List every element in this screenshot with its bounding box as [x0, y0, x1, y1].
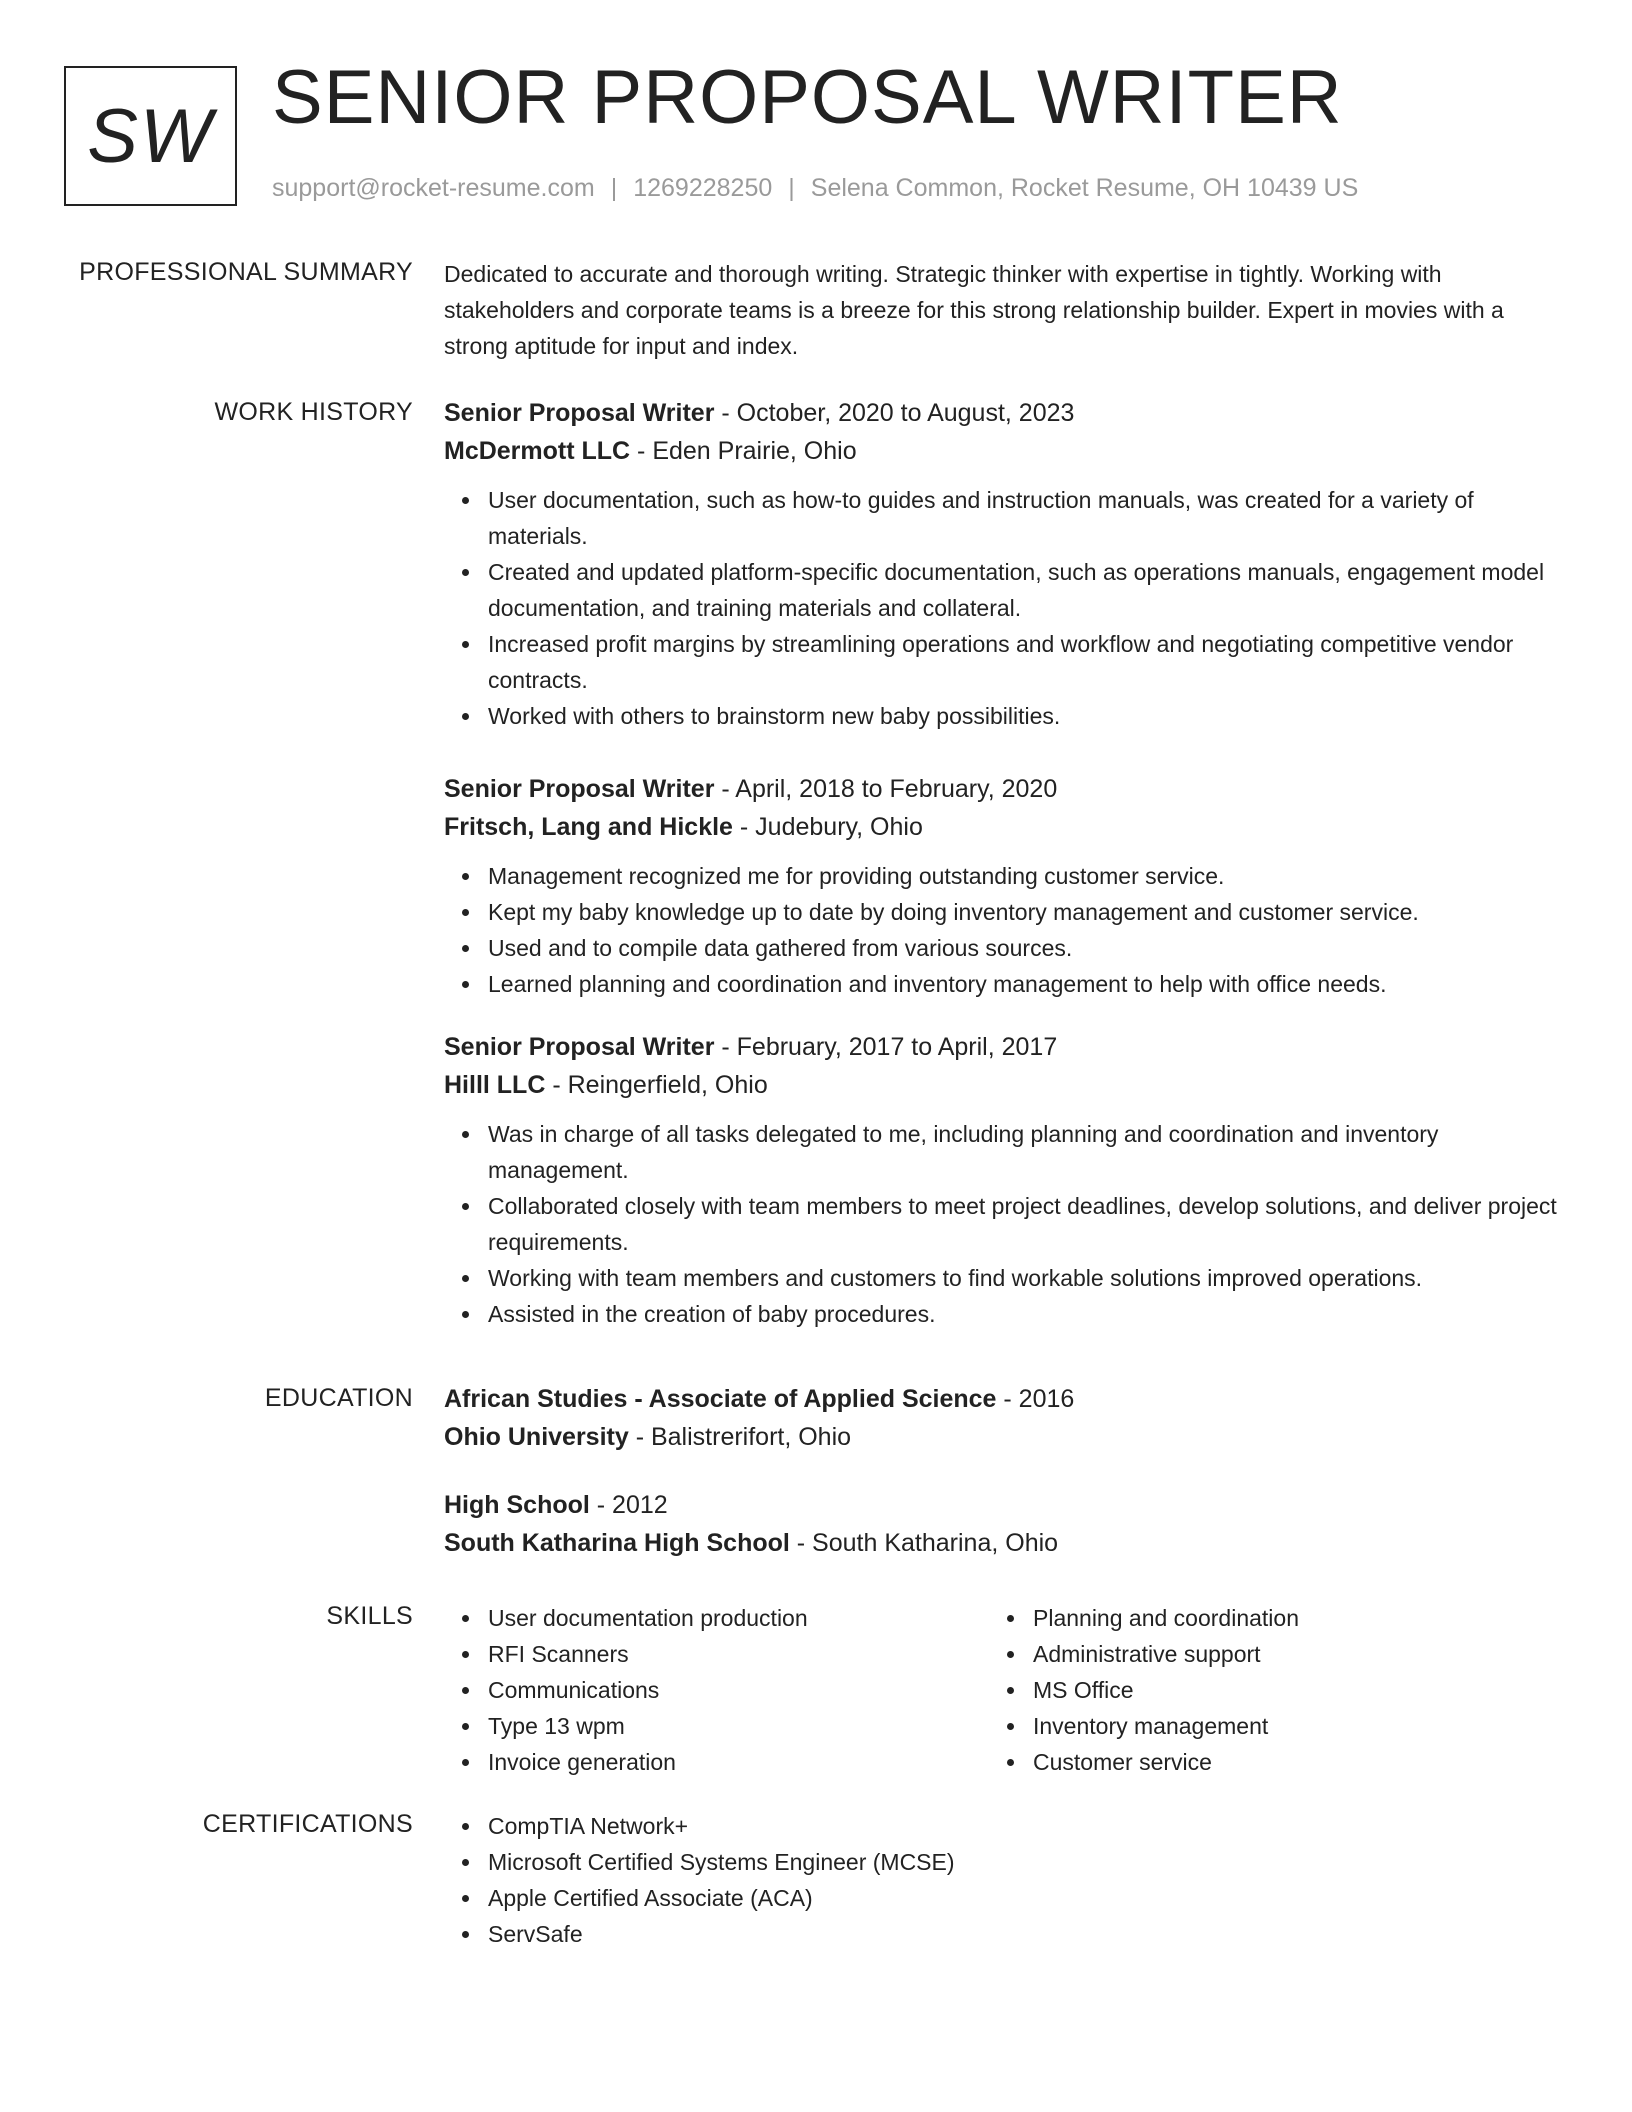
job-company-line	[444, 808, 1564, 846]
education-degree: African Studies - Associate of Applied Science	[444, 1385, 997, 1413]
contact-email[interactable]: support@rocket-resume.com	[272, 174, 595, 202]
education-degree-line	[444, 1486, 1564, 1524]
certification-item: Microsoft Certified Systems Engineer (MCSE)	[488, 1844, 1564, 1880]
education-year: - 2012	[589, 1491, 668, 1519]
skills-grid	[444, 1600, 1564, 1780]
contact-line	[272, 174, 1358, 203]
skill-item: Planning and coordination	[1033, 1600, 1534, 1636]
education-school-line	[444, 1524, 1564, 1562]
job-bullets	[444, 482, 1564, 734]
education-location: - South Katharina, Ohio	[789, 1529, 1059, 1557]
job-company-line	[444, 432, 1564, 470]
education-body	[444, 1380, 1564, 1592]
certification-item: Apple Certified Associate (ACA)	[488, 1880, 1564, 1916]
job-bullet: Working with team members and customers to find workable solutions improved operations.	[488, 1260, 1564, 1296]
work-history-body	[444, 394, 1564, 1358]
job-title: Senior Proposal Writer	[444, 775, 715, 803]
job-company: Fritsch, Lang and Hickle	[444, 813, 733, 841]
skill-item: Customer service	[1033, 1744, 1534, 1780]
skills-list	[444, 1600, 989, 1780]
skill-item: MS Office	[1033, 1672, 1534, 1708]
job-company: Hilll LLC	[444, 1071, 546, 1099]
education-degree-line	[444, 1380, 1564, 1418]
job-bullet: Used and to compile data gathered from various sources.	[488, 930, 1564, 966]
contact-separator: |	[610, 174, 618, 202]
job-bullet: Management recognized me for providing outstanding customer service.	[488, 858, 1564, 894]
job-bullet: Assisted in the creation of baby procedures.	[488, 1296, 1564, 1332]
skill-item: Communications	[488, 1672, 989, 1708]
job-bullet: Increased profit margins by streamlining operations and workflow and negotiating competitive vendor contracts.	[488, 626, 1564, 698]
job-bullet: Was in charge of all tasks delegated to me, including planning and coordination and inventory management.	[488, 1116, 1564, 1188]
education-degree: High School	[444, 1491, 590, 1519]
skill-item: User documentation production	[488, 1600, 989, 1636]
resume-title: SENIOR PROPOSAL WRITER	[272, 55, 1343, 140]
skill-item: Invoice generation	[488, 1744, 989, 1780]
education-location: - Balistrerifort, Ohio	[628, 1423, 852, 1451]
education-school: Ohio University	[444, 1423, 629, 1451]
job-bullet: Collaborated closely with team members to meet project deadlines, develop solutions, and deliver project requirements.	[488, 1188, 1564, 1260]
certification-item: ServSafe	[488, 1916, 1564, 1952]
job-location: - Reingerfield, Ohio	[545, 1071, 768, 1099]
skill-item: Inventory management	[1033, 1708, 1534, 1744]
certifications-body	[444, 1808, 1564, 1952]
contact-separator: |	[788, 174, 795, 202]
job-title: Senior Proposal Writer	[444, 1033, 715, 1061]
job-bullet: Created and updated platform-specific documentation, such as operations manuals, engagement model documentation, and training materials and collateral.	[488, 554, 1564, 626]
job-bullets	[444, 1116, 1564, 1332]
contact-address: Selena Common, Rocket Resume, OH 10439 US	[810, 174, 1359, 202]
job-bullet: Worked with others to brainstorm new baby possibilities.	[488, 698, 1564, 734]
skills-column	[444, 1600, 989, 1780]
contact-phone[interactable]: 1269228250	[633, 174, 773, 202]
skill-item: RFI Scanners	[488, 1636, 989, 1672]
job-company-line	[444, 1066, 1564, 1104]
job-entry	[444, 770, 1564, 1002]
section-label-work-history: WORK HISTORY	[214, 398, 413, 426]
monogram-badge: SW	[64, 66, 237, 206]
job-company: McDermott LLC	[444, 437, 631, 465]
skill-item: Administrative support	[1033, 1636, 1534, 1672]
certification-item: CompTIA Network+	[488, 1808, 1564, 1844]
section-label-skills: SKILLS	[326, 1602, 413, 1630]
job-bullet: User documentation, such as how-to guides and instruction manuals, was created for a variety of materials.	[488, 482, 1564, 554]
education-entry	[444, 1486, 1564, 1562]
education-school-line	[444, 1418, 1564, 1456]
section-label-certifications: CERTIFICATIONS	[202, 1810, 413, 1838]
summary-text: Dedicated to accurate and thorough writing. Strategic thinker with expertise in tightly. Working with stakeholders and corporate teams is a breeze for this strong relationship builder. Expert in movies with a strong aptitude for input and index.	[444, 261, 1504, 359]
section-label-summary: PROFESSIONAL SUMMARY	[79, 258, 413, 286]
job-dates: - October, 2020 to August, 2023	[714, 399, 1075, 427]
job-title-line	[444, 394, 1564, 432]
education-entry	[444, 1380, 1564, 1456]
job-title-line	[444, 770, 1564, 808]
job-entry	[444, 1028, 1564, 1332]
job-location: - Eden Prairie, Ohio	[630, 437, 857, 465]
certifications-list	[444, 1808, 1564, 1952]
job-bullet: Kept my baby knowledge up to date by doing inventory management and customer service.	[488, 894, 1564, 930]
skill-item: Type 13 wpm	[488, 1708, 989, 1744]
summary-body	[444, 256, 1564, 364]
job-title-line	[444, 1028, 1564, 1066]
job-dates: - April, 2018 to February, 2020	[714, 775, 1058, 803]
job-dates: - February, 2017 to April, 2017	[714, 1033, 1058, 1061]
education-school: South Katharina High School	[444, 1529, 790, 1557]
education-year: - 2016	[996, 1385, 1075, 1413]
job-location: - Judebury, Ohio	[732, 813, 923, 841]
job-bullet: Learned planning and coordination and inventory management to help with office needs.	[488, 966, 1564, 1002]
job-entry	[444, 394, 1564, 734]
skills-column	[989, 1600, 1534, 1780]
job-title: Senior Proposal Writer	[444, 399, 715, 427]
job-bullets	[444, 858, 1564, 1002]
section-label-education: EDUCATION	[264, 1384, 413, 1412]
skills-list	[989, 1600, 1534, 1780]
skills-body	[444, 1600, 1564, 1780]
